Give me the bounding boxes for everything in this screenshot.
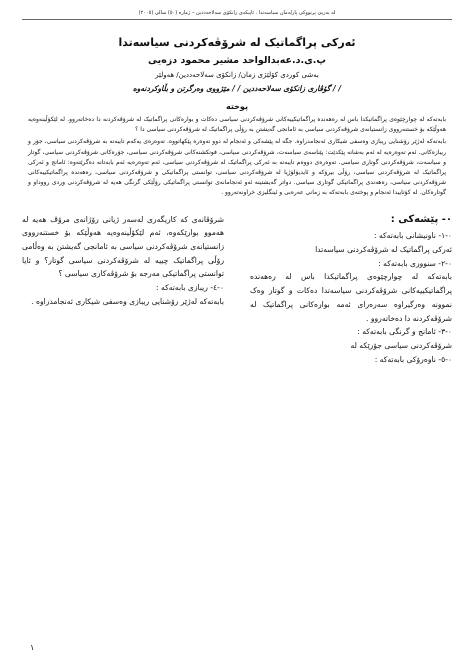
body-paragraph: ئەرکی پراگماتیک لە شرۆڤەکردنی سیاسەتدا [315, 245, 452, 255]
body-paragraph: بابەتەکە لە چوارچێوەی پراگماتیکدا باس لە رەهەندە پراگماتیکییەکانی شرۆڤەکردنی سیاسەتدا دەکات و گوتار وەک نموونە وەرگیراوە سەرەرای ئەمە بوارەکانی پراگماتیک لە شرۆڤەکردنە دا دەخاتەروو . [250, 272, 452, 323]
author-affiliation: بەشی کوردی کۆلێژی زمان/ زانکۆی سەلاحەددین/ هەولێر [155, 71, 319, 79]
left-column [22, 213, 224, 367]
right-column [250, 213, 452, 367]
body-paragraph: بابەتەکە لەژێر رۆشنایی ریبازی وەسفی شیکاری ئەنجامدراوە . [31, 296, 224, 306]
subsection-heading: ٠-١- ناونیشانی بابەتەکە : [374, 231, 452, 241]
article-title: ئەرکی پراگماتیک لە شرۆڤەکردنی سیاسەتدا [118, 36, 356, 49]
journal-line: / / گۆڤاری زانکۆی سەلاحەددین / / مێژووی وەرگرتن و بڵاوکردنەوە [132, 84, 342, 93]
page-number: ١ [30, 643, 35, 652]
body-paragraph: شرۆڤەکردنی سیاسی جۆرێکە لە [350, 340, 452, 350]
abstract-paragraph: بابەتەکە لەژێر رۆشنایی ریبازی وەسفی شیکاری ئەنجامدراوە. جگە لە پێشەکی و ئەنجام لە دوو تەوەرە پێکهاتووە. تەوەرەی یەکەم تایبەتە بە شرۆڤەکردنی سیاسی، جۆر و ریبازەکانی. ئەم تەوەرەیە لە ئەم بەشانە پێکدێت: پێناسەی سیاسەت، شرۆڤەکردنی سیاسی، فونکشنەکانی شرۆڤەکردنی سیاسی، جۆرەکانی شرۆڤەکردنی سیاسی، گوتار و سیاسەت، شرۆڤەکردنی گوتاری سیاسی. تەوەرەی دووەم تایبەتە بە ئەرکی پراگماتیک لە شرۆڤەکردنی سیاسی، ئەم تەوەرەیە ئەم بابەتانە دەگرێتەوە: ئامانج و ئەرکی پراگماتیک لە شرۆڤەکردنی سیاسی، رۆڵی بیرۆکە و ئایدیۆلۆژیا لە شرۆڤەکردنی سیاسی، توانستی پراگماتیکی و شرۆڤەکردنی سیاسی، رەهەندە پراگماتیکییەکانی شرۆڤەکردنی سیاسی، رەهەندی پراگماتیکی گوتاری سیاسی. دواتر گەیشتینە ئەو ئەنجامانەی توانستی پراگماتیکی رۆڵێکی گرنگی هەیە لە شرۆڤەکردنی وردی رووداو و گوتارەکان. لە کۆتاییدا ئەنجام و پوختەی بابەتەکە بە زمانی عەرەبی و ئینگلیزی خراونەتەروو . [28, 138, 446, 197]
body-paragraph: شرۆڤانەی کە کاریگەری لەسەر ژیانی رۆژانەی مرۆڤ هەیە لە هەموو بوارێکەوە، ئەم لێکۆڵینەوەیە هەوڵێکە بۆ خستنەرووی زانستیانەی شرۆڤەکردنی سیاسی بە ئامانجی گەیشتن بە وەڵامی رۆڵی پراگماتیک چییە لە شرۆڤەکردنی سیاسی گوتار؟ و ئایا توانستی پراگماتیکی مەرجە بۆ شرۆڤەکاری سیاسی ؟ [22, 214, 224, 279]
two-column-body [22, 213, 452, 367]
abstract-heading: پوختە [226, 102, 248, 111]
author-name: پ.ی.د.عەبدالواحد مشیر محمود دزەیی [148, 55, 326, 66]
abstract-body [28, 115, 446, 199]
section-heading: ٠- پێشەکی : [390, 213, 452, 225]
abstract-paragraph: بابەتەکە لە چوارچێوەی پراگماتیکدا باس لە رەهەندە پراگماتیکییەکانی شرۆڤەکردنی سیاسی دەکات و بوارەکانی پراگماتیک لە شرۆڤەکردنە دا دەخاتەروو. لە لێکۆڵینەوەیە هەوڵێکە بۆ خستنەرووی زانستیانەی شرۆڤەکردنی سیاسی بە ئامانجی گەیشتن بە رۆڵی پراگماتیک لە شرۆڤەکردنی سیاسی دا ؟ [28, 116, 446, 134]
subsection-heading: ٠-٥- ناوەرۆکی بابەتەکە : [374, 354, 452, 364]
subsection-heading: ٠-٣- ئامانج و گرنگی بابەتەکە : [357, 327, 452, 337]
journal-header-strip: لە بەرپێ پرتووکی پارلەمان سیاسەتدا . ئاپیکەی زانکۆی سەلاحەددین – ژمارە (٥٠) ساڵی (٢٠٠٥) [22, 10, 452, 20]
subsection-heading: ٠-٤- ریبازی بابەتەکە : [156, 283, 224, 293]
subsection-heading: ٠-٢- سنووری بابەتەکە : [378, 258, 452, 268]
